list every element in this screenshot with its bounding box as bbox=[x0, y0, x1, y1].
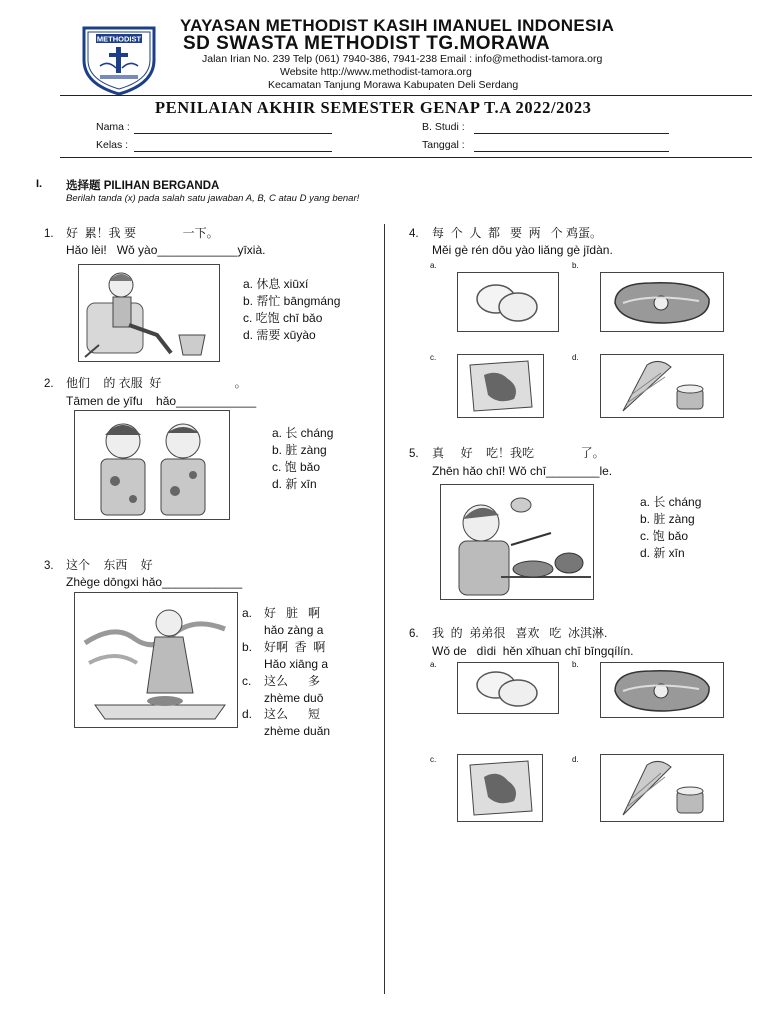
q3-option-c-pinyin: zhème duō bbox=[264, 691, 324, 705]
q1-number: 1. bbox=[44, 228, 54, 240]
q2-pinyin: Tāmen de yīfu hǎo____________ bbox=[66, 394, 257, 408]
section-instruction: Berilah tanda (x) pada salah satu jawaban A, B, C atau D yang benar! bbox=[66, 193, 360, 204]
q5-option-b[interactable]: b. 脏 zàng bbox=[640, 512, 695, 526]
q3-smelly-food-image bbox=[74, 592, 238, 728]
q6-hanzi: 我 的 弟弟很 喜欢 吃 冰淇淋. bbox=[432, 626, 608, 640]
q6-option-a-letter[interactable]: a. bbox=[430, 660, 437, 669]
school-address: Jalan Irian No. 239 Telp (061) 7940-386, 7941-238 Email : info@methodist-tamora.org bbox=[202, 53, 603, 65]
q4-eggs-image[interactable] bbox=[457, 272, 559, 332]
q1-hanzi: 好 累！我 要 一下。 bbox=[66, 226, 219, 240]
nama-label: Nama : bbox=[96, 121, 130, 133]
q4-ice-cream-image[interactable] bbox=[600, 354, 724, 418]
q6-ice-cream-image[interactable] bbox=[600, 754, 724, 822]
school-logo bbox=[78, 22, 160, 96]
tanggal-label: Tanggal : bbox=[422, 139, 465, 151]
exam-title: PENILAIAN AKHIR SEMESTER GENAP T.A 2022/2023 bbox=[155, 98, 592, 117]
q4-steak-image[interactable] bbox=[600, 272, 724, 332]
q3-hanzi: 这个 东西 好 bbox=[66, 558, 153, 572]
q5-option-d[interactable]: d. 新 xīn bbox=[640, 546, 685, 560]
logo-text: METHODIST bbox=[96, 34, 142, 44]
q6-option-c-letter[interactable]: c. bbox=[430, 755, 437, 764]
q2-dirty-clothes-image bbox=[74, 410, 230, 520]
q3-number: 3. bbox=[44, 560, 54, 572]
q3-option-d-hanzi[interactable]: 这么 短 bbox=[264, 707, 321, 721]
q2-number: 2. bbox=[44, 378, 54, 390]
q3-option-b-pinyin: Hǎo xiāng a bbox=[264, 657, 329, 671]
q2-hanzi: 他们 的 衣服 好 。 bbox=[66, 376, 247, 390]
q6-map-image[interactable] bbox=[457, 754, 543, 822]
q2-option-b[interactable]: b. 脏 zàng bbox=[272, 443, 327, 457]
q4-option-d-letter[interactable]: d. bbox=[572, 353, 579, 362]
q5-number: 5. bbox=[409, 448, 419, 460]
q5-full-boy-image bbox=[440, 484, 594, 600]
q6-option-d-letter[interactable]: d. bbox=[572, 755, 579, 764]
q2-option-c[interactable]: c. 饱 bǎo bbox=[272, 460, 321, 474]
q6-number: 6. bbox=[409, 628, 419, 640]
q1-option-b[interactable]: b. 帮忙 bāngmáng bbox=[243, 294, 341, 308]
q3-option-d-letter[interactable]: d. bbox=[242, 707, 253, 721]
q6-steak-image[interactable] bbox=[600, 662, 724, 718]
q3-option-a-hanzi[interactable]: 好 脏 啊 bbox=[264, 606, 321, 620]
q4-option-a-letter[interactable]: a. bbox=[430, 261, 437, 270]
q1-option-d[interactable]: d. 需要 xūyào bbox=[243, 328, 316, 342]
tanggal-field[interactable] bbox=[474, 139, 669, 152]
q3-option-b-letter[interactable]: b. bbox=[242, 640, 253, 654]
q5-pinyin: Zhēn hǎo chī! Wǒ chī________le. bbox=[432, 464, 613, 478]
q4-option-b-letter[interactable]: b. bbox=[572, 261, 579, 270]
q1-pinyin: Hǎo lèi! Wǒ yào____________yīxià. bbox=[66, 243, 266, 257]
header-divider bbox=[60, 95, 752, 96]
q3-option-d-pinyin: zhème duǎn bbox=[264, 724, 331, 738]
column-divider bbox=[384, 224, 385, 994]
q4-map-image[interactable] bbox=[457, 354, 544, 418]
kelas-label: Kelas : bbox=[96, 139, 129, 151]
q3-option-c-hanzi[interactable]: 这么 多 bbox=[264, 674, 321, 688]
studi-label: B. Studi : bbox=[422, 121, 465, 133]
q4-pinyin: Měi gè rén dōu yào liǎng gè jīdàn. bbox=[432, 243, 613, 257]
section-number: I. bbox=[36, 178, 43, 190]
q6-option-b-letter[interactable]: b. bbox=[572, 660, 579, 669]
q6-eggs-image[interactable] bbox=[457, 662, 559, 714]
q5-option-c[interactable]: c. 饱 bǎo bbox=[640, 529, 689, 543]
school-website: Website http://www.methodist-tamora.org bbox=[280, 66, 472, 78]
q3-option-a-pinyin: hǎo zàng a bbox=[264, 623, 324, 637]
q4-option-c-letter[interactable]: c. bbox=[430, 353, 437, 362]
q3-option-c-letter[interactable]: c. bbox=[242, 674, 252, 688]
q3-option-a-letter[interactable]: a. bbox=[242, 606, 253, 620]
school-name: SD SWASTA METHODIST TG.MORAWA bbox=[183, 33, 551, 54]
q5-hanzi: 真 好 吃！我吃 了。 bbox=[432, 446, 605, 460]
foundation-name: YAYASAN METHODIST KASIH IMANUEL INDONESIA bbox=[180, 16, 615, 35]
q5-option-a[interactable]: a. 长 cháng bbox=[640, 495, 702, 509]
nama-field[interactable] bbox=[134, 121, 332, 134]
q3-option-b-hanzi[interactable]: 好啊 香 啊 bbox=[264, 640, 326, 654]
q4-hanzi: 每 个 人 都 要 两 个 鸡蛋。 bbox=[432, 226, 603, 240]
q6-pinyin: Wǒ de dìdi hěn xǐhuan chī bīngqílín. bbox=[432, 644, 634, 658]
fields-divider bbox=[60, 157, 752, 158]
q2-option-d[interactable]: d. 新 xīn bbox=[272, 477, 317, 491]
kelas-field[interactable] bbox=[134, 139, 332, 152]
q1-option-c[interactable]: c. 吃饱 chī bǎo bbox=[243, 311, 323, 325]
studi-field[interactable] bbox=[474, 121, 669, 134]
q1-tired-woman-image bbox=[78, 264, 220, 362]
q3-pinyin: Zhège dōngxi hǎo____________ bbox=[66, 575, 243, 589]
q1-option-a[interactable]: a. 休息 xiūxí bbox=[243, 277, 309, 291]
q2-option-a[interactable]: a. 长 cháng bbox=[272, 426, 334, 440]
section-title: 选择题 PILIHAN BERGANDA bbox=[66, 180, 220, 192]
school-district: Kecamatan Tanjung Morawa Kabupaten Deli Serdang bbox=[268, 79, 519, 91]
q4-number: 4. bbox=[409, 228, 419, 240]
